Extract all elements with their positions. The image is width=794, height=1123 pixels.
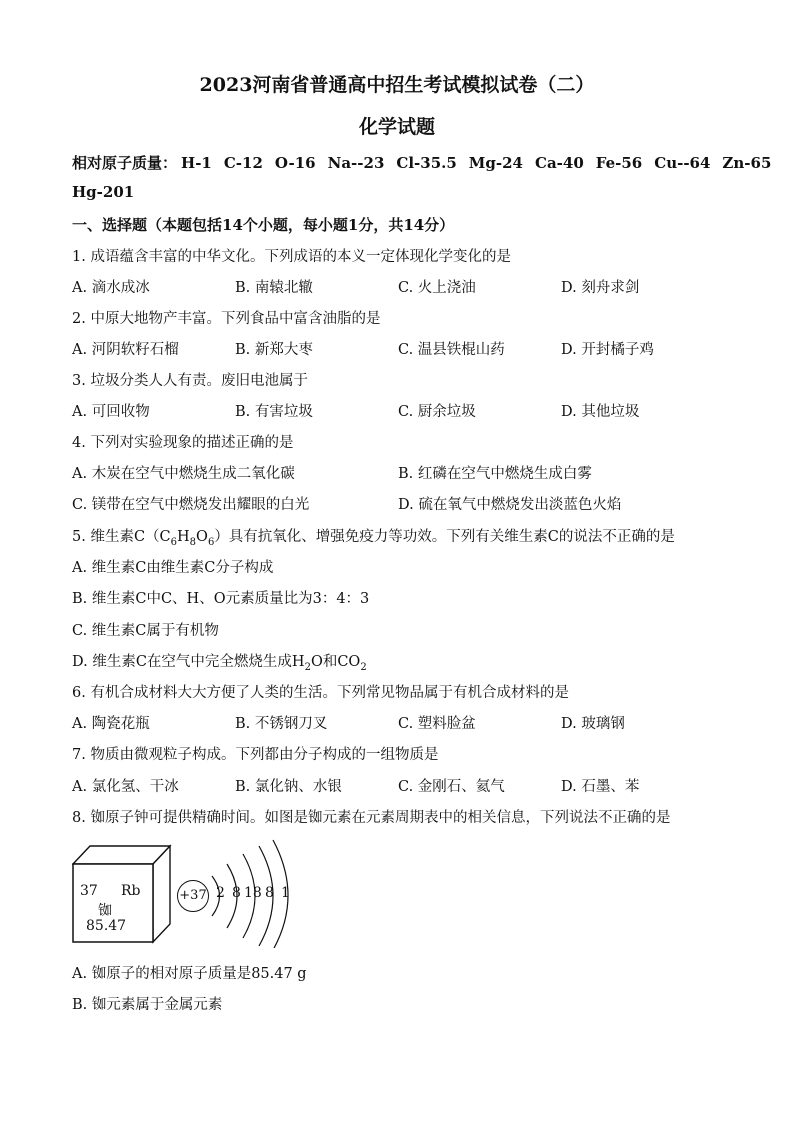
question-4-option-c[interactable]: C. 镁带在空气中燃烧发出耀眼的白光 bbox=[72, 497, 310, 513]
atomic-number: 37 bbox=[80, 883, 98, 899]
mass-item: Fe-56 bbox=[595, 154, 643, 172]
question-6-option-a[interactable]: A. 陶瓷花瓶 bbox=[72, 716, 150, 732]
question-5-option-b[interactable]: B. 维生素C中C、H、O元素质量比为3：4：3 bbox=[72, 591, 370, 607]
question-2-option-a[interactable]: A. 河阴软籽石榴 bbox=[72, 342, 179, 358]
question-1-stem: 1. 成语蕴含丰富的中华文化。下列成语的本义一定体现化学变化的是 bbox=[72, 249, 511, 265]
mass-item: Na--23 bbox=[327, 154, 385, 172]
question-3-option-d[interactable]: D. 其他垃圾 bbox=[561, 404, 640, 420]
mass-item: Cl-35.5 bbox=[396, 154, 457, 172]
question-5-stem bbox=[72, 525, 675, 548]
question-3-stem: 3. 垃圾分类人人有责。废旧电池属于 bbox=[72, 373, 308, 389]
mass-item-extra: Hg-201 bbox=[72, 183, 135, 201]
question-7-stem: 7. 物质由微观粒子构成。下列都由分子构成的一组物质是 bbox=[72, 747, 439, 763]
question-4-option-d[interactable]: D. 硫在氧气中燃烧发出淡蓝色火焰 bbox=[398, 497, 622, 513]
subscript: 2 bbox=[304, 661, 311, 673]
question-5-option-a[interactable]: A. 维生素C由维生素C分子构成 bbox=[72, 560, 274, 576]
exam-subtitle: 化学试题 bbox=[358, 116, 435, 138]
element-symbol: Rb bbox=[121, 883, 141, 899]
mass-item: Zn-65 bbox=[722, 154, 772, 172]
question-2-option-b[interactable]: B. 新郑大枣 bbox=[235, 342, 313, 358]
question-1-option-b[interactable]: B. 南辕北辙 bbox=[235, 280, 313, 296]
masses-label: 相对原子质量： bbox=[72, 154, 178, 172]
mass-item: Mg-24 bbox=[468, 154, 523, 172]
atomic-mass: 85.47 bbox=[86, 918, 127, 934]
section-heading: 一、选择题（本题包括14个小题，每小题1分，共14分） bbox=[72, 216, 455, 234]
question-3-option-a[interactable]: A. 可回收物 bbox=[72, 404, 150, 420]
question-5-option-c[interactable]: C. 维生素C属于有机物 bbox=[72, 623, 219, 639]
subscript: 6 bbox=[207, 536, 215, 548]
shell-electrons: 18 bbox=[244, 885, 262, 901]
question-7-option-a[interactable]: A. 氯化氢、干冰 bbox=[72, 779, 179, 795]
question-2-stem: 2. 中原大地物产丰富。下列食品中富含油脂的是 bbox=[72, 311, 381, 327]
stem-text: ）具有抗氧化、增强免疫力等功效。下列有关维生素C的说法不正确的是 bbox=[214, 529, 675, 545]
shell-electrons: 8 bbox=[265, 885, 274, 901]
mass-item: C-12 bbox=[223, 154, 263, 172]
question-8-option-b[interactable]: B. 铷元素属于金属元素 bbox=[72, 997, 223, 1013]
stem-text: H bbox=[177, 529, 190, 545]
question-7-option-b[interactable]: B. 氯化钠、水银 bbox=[235, 779, 342, 795]
question-7-option-d[interactable]: D. 石墨、苯 bbox=[561, 779, 640, 795]
subscript: 6 bbox=[170, 536, 178, 548]
mass-item: Ca-40 bbox=[535, 154, 584, 172]
question-4-option-b[interactable]: B. 红磷在空气中燃烧生成白雾 bbox=[398, 466, 592, 482]
stem-text: O bbox=[196, 529, 208, 545]
rubidium-figure bbox=[72, 838, 312, 948]
question-2-option-d[interactable]: D. 开封橘子鸡 bbox=[561, 342, 654, 358]
question-6-option-d[interactable]: D. 玻璃钢 bbox=[561, 716, 625, 732]
shell-electrons: 2 bbox=[216, 885, 225, 901]
question-6-stem: 6. 有机合成材料大大方便了人类的生活。下列常见物品属于有机合成材料的是 bbox=[72, 685, 569, 701]
question-8-stem: 8. 铷原子钟可提供精确时间。如图是铷元素在元素周期表中的相关信息，下列说法不正确的是 bbox=[72, 810, 671, 826]
question-7-option-c[interactable]: C. 金刚石、氦气 bbox=[398, 779, 505, 795]
question-3-option-c[interactable]: C. 厨余垃圾 bbox=[398, 404, 476, 420]
option-text: D. 维生素C在空气中完全燃烧生成H bbox=[72, 654, 305, 670]
shell-electrons: 8 bbox=[232, 885, 241, 901]
question-1-option-c[interactable]: C. 火上浇油 bbox=[398, 280, 476, 296]
question-6-option-c[interactable]: C. 塑料脸盆 bbox=[398, 716, 476, 732]
subscript: 2 bbox=[360, 661, 367, 673]
question-6-option-b[interactable]: B. 不锈钢刀叉 bbox=[235, 716, 328, 732]
question-4-option-a[interactable]: A. 木炭在空气中燃烧生成二氧化碳 bbox=[72, 466, 295, 482]
question-2-option-c[interactable]: C. 温县铁棍山药 bbox=[398, 342, 505, 358]
question-1-option-d[interactable]: D. 刻舟求剑 bbox=[561, 280, 640, 296]
option-text: O和CO bbox=[310, 654, 361, 670]
relative-atomic-masses bbox=[72, 152, 771, 173]
question-4-stem: 4. 下列对实验现象的描述正确的是 bbox=[72, 435, 294, 451]
subscript: 8 bbox=[189, 536, 197, 548]
shell-electrons: 1 bbox=[281, 885, 290, 901]
mass-item: H-1 bbox=[181, 154, 212, 172]
question-1-option-a[interactable]: A. 滴水成冰 bbox=[72, 280, 150, 296]
question-8-option-a[interactable]: A. 铷原子的相对原子质量是85.47 g bbox=[72, 966, 307, 982]
mass-item: O-16 bbox=[274, 154, 316, 172]
exam-title: 2023河南省普通高中招生考试模拟试卷（二） bbox=[199, 74, 595, 96]
question-5-option-d[interactable] bbox=[72, 650, 367, 673]
stem-text: 5. 维生素C（C bbox=[72, 529, 171, 545]
mass-item: Cu--64 bbox=[654, 154, 711, 172]
nucleus: +37 bbox=[177, 880, 209, 912]
question-3-option-b[interactable]: B. 有害垃圾 bbox=[235, 404, 313, 420]
element-name: 铷 bbox=[98, 903, 112, 919]
